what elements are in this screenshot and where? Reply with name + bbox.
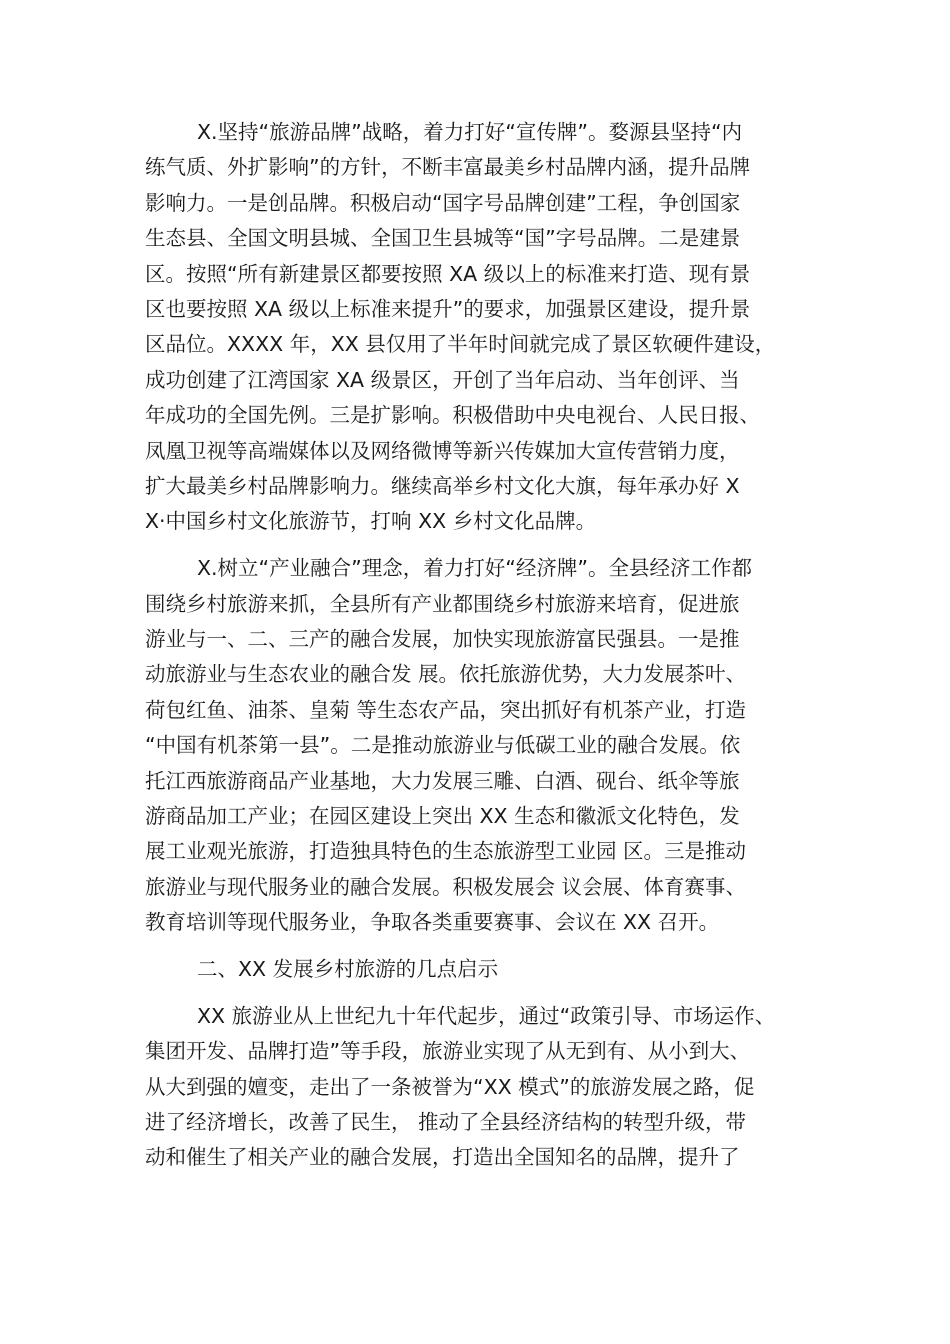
text-line: 托江西旅游商品产业基地，大力发展三雕、白酒、砚台、纸伞等旅: [145, 768, 740, 793]
document-body: [145, 115, 825, 1187]
text-line: X.坚持“旅游品牌”战略，着力打好“宣传牌”。婺源县坚持“内: [197, 120, 743, 144]
text-line: 生态县、全国文明县城、全国卫生县城等“国”字号品牌。二是建景: [145, 226, 741, 251]
text-line: 成功创建了江湾国家 XA 级景区，开创了当年启动、当年创评、当: [145, 367, 740, 392]
text-line: 凤凰卫视等高端媒体以及网络微博等新兴传媒加大宣传营销力度，: [145, 438, 740, 463]
paragraph-tourism-brand: [145, 115, 825, 540]
text-line: 游业与一、二、三产的融合发展，加快实现旅游富民强县。一是推: [145, 626, 740, 651]
text-line: 动和催生了相关产业的融合发展，打造出全国知名的品牌，提升了: [145, 1145, 740, 1170]
text-line: X.树立“产业融合”理念，着力打好“经济牌”。全县经济工作都: [197, 556, 753, 581]
text-line: 扩大最美乡村品牌影响力。继续高举乡村文化大旗，每年承办好 X: [145, 473, 740, 498]
text-line: 进了经济增长，改善了民生， 推动了全县经济结构的转型升级，带: [145, 1110, 747, 1135]
text-line: 练气质、外扩影响”的方针，不断丰富最美乡村品牌内涵，提升品牌: [145, 155, 751, 180]
text-line: 区品位。XXXX 年，XX 县仅用了半年时间就完成了景区软硬件建设，: [145, 332, 776, 357]
text-line: XX 旅游业从上世纪九十年代起步，通过“政策引导、市场运作、: [197, 1003, 776, 1028]
text-line: 动旅游业与生态农业的融合发 展。依托旅游优势，大力发展茶叶、: [145, 662, 747, 687]
text-line: 围绕乡村旅游来抓，全县所有产业都围绕乡村旅游来培育，促进旅: [145, 591, 740, 616]
text-line: 区。按照“所有新建景区都要按照 XA 级以上的标准来打造、现有景: [145, 261, 751, 286]
text-line: X·中国乡村文化旅游节，打响 XX 乡村文化品牌。: [145, 509, 597, 534]
text-line: “中国有机茶第一县”。二是推动旅游业与低碳工业的融合发展。依: [145, 733, 741, 758]
text-line: 游商品加工产业；在园区建设上突出 XX 生态和徽派文化特色，发: [145, 803, 740, 828]
section-heading: [145, 952, 825, 987]
text-line: 区也要按照 XA 级以上标准来提升”的要求，加强景区建设，提升景: [145, 296, 751, 321]
text-line: 年成功的全国先例。三是扩影响。积极借助中央电视台、人民日报、: [145, 403, 760, 428]
paragraph-industry-fusion: [145, 551, 825, 940]
text-line: 荷包红鱼、油茶、皇菊 等生态农产品，突出抓好有机茶产业，打造: [145, 697, 747, 722]
paragraph-insights: [145, 999, 825, 1176]
text-line: 展工业观光旅游，打造独具特色的生态旅游型工业园 区。三是推动: [145, 839, 747, 864]
section-heading-text: 二、XX 发展乡村旅游的几点启示: [197, 956, 499, 981]
text-line: 集团开发、品牌打造”等手段，旅游业实现了从无到有、从小到大、: [145, 1039, 751, 1064]
text-line: 旅游业与现代服务业的融合发展。积极发展会 议会展、体育赛事、: [145, 874, 747, 899]
text-line: 从大到强的嬗变，走出了一条被誉为“XX 模式”的旅游发展之路，促: [145, 1074, 755, 1099]
text-line: 教育培训等现代服务业，争取各类重要赛事、会议在 XX 召开。: [145, 910, 720, 935]
text-line: 影响力。一是创品牌。积极启动“国字号品牌创建”工程，争创国家: [145, 190, 741, 215]
